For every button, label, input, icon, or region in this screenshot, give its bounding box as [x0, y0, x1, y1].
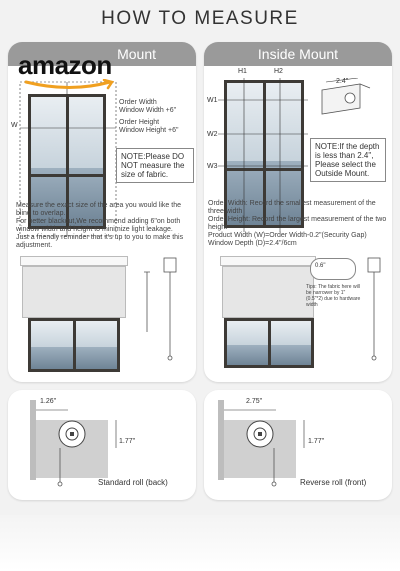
product-width-label: Product Width (W)=: [208, 232, 270, 239]
h2-label: H2: [274, 68, 283, 75]
inside-order-height-text: Record the largest measurement of the two height: [208, 216, 387, 231]
window-depth: [208, 240, 388, 248]
inside-bracket-icon: [360, 256, 390, 366]
window-width-formula: Window Width +6": [119, 107, 177, 114]
depth-label: 2.4": [336, 78, 349, 85]
standard-top-dim: 1.26": [40, 398, 57, 405]
inside-mount-card: [204, 42, 392, 382]
page-footer-gradient: [0, 515, 400, 571]
outside-order-width: [119, 99, 176, 115]
reverse-side-dim: 1.77": [308, 438, 325, 445]
window-depth-label: Window Depth (D)=: [208, 240, 270, 247]
depth-callout-value: 0.6": [315, 263, 326, 269]
standard-roll-label: Standard roll (back): [98, 478, 168, 487]
inside-note: NOTE:If the depth is less than 2.4", Please select the Outside Mount.: [310, 138, 386, 182]
depth-bracket-icon: [316, 78, 376, 128]
amazon-smile-icon: [24, 79, 116, 91]
inside-order-height: [208, 216, 388, 232]
outside-note: NOTE:Please DO NOT measure the size of fabric.: [116, 148, 194, 183]
outside-instructions: Measure the exact size of the area you would like the blind to overlap. For better blackout,We recommend adding 6"on both window width and height to minimize light leakage. Just a friendly reminder that it's up to you to make this adjustment.: [16, 202, 184, 249]
reverse-top-dim: 2.75": [246, 398, 263, 405]
outside-mount-tab-label: Mount: [117, 46, 156, 62]
outside-window-lower: [28, 318, 120, 372]
reverse-roll-card: [204, 390, 392, 500]
outside-w-label: W: [11, 122, 18, 129]
outside-mount-card: [8, 42, 196, 382]
window-depth-text: 2.4"/6cm: [269, 240, 297, 247]
page-title: HOW TO MEASURE: [101, 8, 299, 29]
inside-order-height-label: Order Height:: [208, 216, 251, 223]
standard-roll-card: [8, 390, 196, 500]
h1-label: H1: [238, 68, 247, 75]
inside-mount-tab: Inside Mount: [204, 42, 392, 66]
product-width: [208, 232, 388, 240]
outside-shade-roller: [20, 256, 128, 266]
reverse-roll-label: Reverse roll (front): [300, 478, 367, 487]
inside-window-lower: [224, 318, 314, 368]
w2-label: W2: [207, 131, 218, 138]
amazon-logo: amazon: [18, 50, 112, 80]
window-height-formula: Window Height +6": [119, 127, 179, 134]
order-width-label: Order Width: [119, 99, 157, 106]
inside-shade-roller: [220, 256, 316, 266]
standard-side-dim: 1.77": [119, 438, 136, 445]
product-width-text: Order Width-0.2"(Security Gap): [269, 232, 367, 239]
inside-shade-fabric: [222, 266, 314, 318]
depth-callout: [310, 258, 356, 280]
inside-order-width: [208, 200, 388, 216]
inside-order-width-label: Order Width:: [208, 200, 248, 207]
order-height-label: Order Height: [119, 119, 160, 126]
outside-order-height: [119, 119, 179, 135]
tips-text: Tips: The fabric here will be narrower by 1" (0.5"*2) due to hardware width: [306, 284, 361, 308]
w1-label: W1: [207, 97, 218, 104]
outside-shade-fabric: [22, 266, 126, 318]
inside-order-width-text: Record the smallest measurement of the three width: [208, 200, 376, 215]
w3-label: W3: [207, 163, 218, 170]
outside-bracket-icon: [140, 256, 190, 366]
